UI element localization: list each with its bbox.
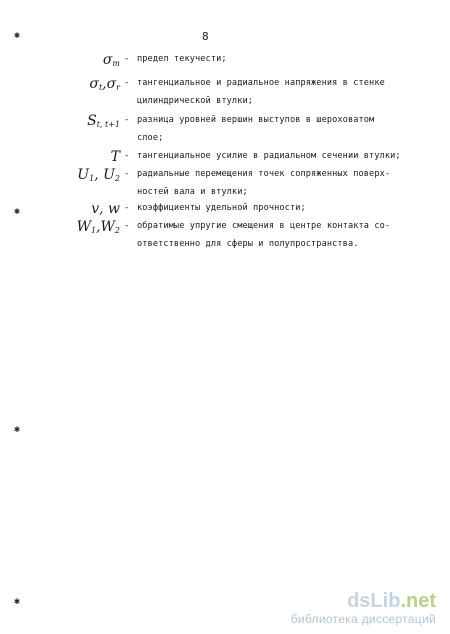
- dash: -: [124, 169, 130, 179]
- description: радиальные перемещения точек сопряженных поверх-: [137, 169, 391, 179]
- symbol: $S_{t, t+1}$: [87, 113, 120, 129]
- symbol: v, w: [91, 201, 120, 217]
- notation-entry: [0, 219, 450, 249]
- symbol: $\sigma_т$: [102, 52, 120, 68]
- description: тангенциальное и радиальное напряжения в стенке: [137, 78, 385, 88]
- dash: -: [124, 78, 130, 88]
- margin-mark: ✱: [14, 30, 21, 41]
- page-number: 8: [202, 30, 209, 43]
- dash: -: [124, 203, 130, 213]
- description-continuation: слое;: [137, 133, 164, 143]
- description-continuation: ностей вала и втулки;: [137, 187, 248, 197]
- margin-mark: ✱: [14, 206, 21, 217]
- symbol: $U_1$, $U_2$: [77, 167, 120, 183]
- notation-entry: [0, 52, 450, 72]
- notation-entry: [0, 113, 450, 143]
- watermark: [291, 590, 436, 626]
- description: тангенциальное усилие в радиальном сечении втулки;: [137, 151, 401, 161]
- symbol: T: [110, 149, 120, 165]
- notation-entry: [0, 76, 450, 106]
- dash: -: [124, 115, 130, 125]
- notation-entry: [0, 149, 450, 169]
- dash: -: [124, 221, 130, 231]
- description: разница уровней вершин выступов в шероховатом: [137, 115, 375, 125]
- description: предел текучести;: [137, 54, 227, 64]
- margin-mark: ✱: [14, 596, 21, 607]
- symbol: $\sigma_t,\sigma_r$: [89, 76, 120, 92]
- notation-entry: [0, 201, 450, 221]
- notation-entry: [0, 167, 450, 197]
- margin-mark: ✱: [14, 424, 21, 435]
- description: обратимые упругие смещения в центре контакта со-: [137, 221, 391, 231]
- dash: -: [124, 54, 130, 64]
- dash: -: [124, 151, 130, 161]
- watermark-logo: dsLib.net: [347, 590, 436, 612]
- description: коэффициенты удельной прочности;: [137, 203, 306, 213]
- watermark-subtitle: библиотека диссертаций: [290, 612, 436, 626]
- symbol: $W_1,W_2$: [76, 219, 120, 235]
- description-continuation: ответственно для сферы и полупространства.: [137, 239, 359, 249]
- description-continuation: цилиндрической втулки;: [137, 96, 254, 106]
